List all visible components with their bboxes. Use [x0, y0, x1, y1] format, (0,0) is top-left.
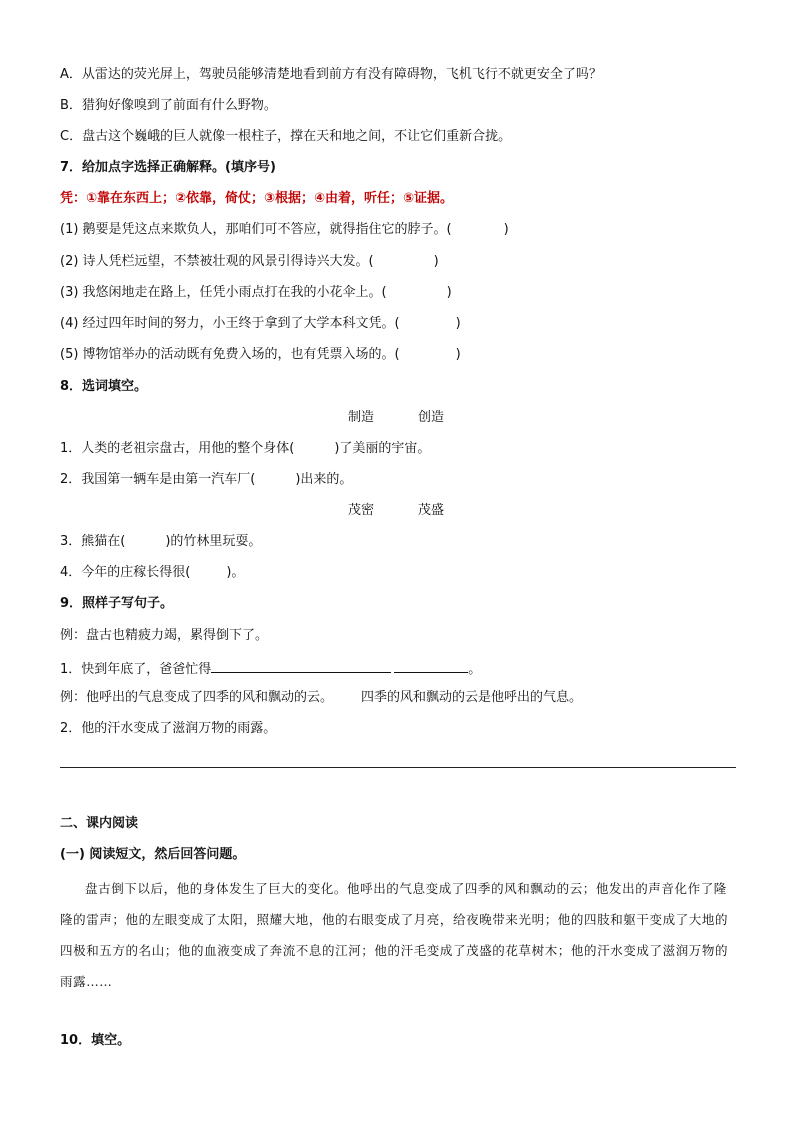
- q8-item-2: [60, 471, 352, 489]
- q7-item-4-text: (4) 经过四年时间的努力，小王终于拿到了大学本科文凭。(: [60, 316, 400, 331]
- q7-item-5-text: (5) 博物馆举办的活动既有免费入场的，也有凭票入场的。(: [60, 347, 400, 362]
- q7-item-1-close: ): [503, 222, 509, 237]
- q8-item-2-post: )出来的。: [295, 472, 353, 487]
- q8-item-1-pre: 1．人类的老祖宗盘古，用他的整个身体(: [60, 441, 295, 456]
- q8-item-3: [60, 533, 261, 551]
- q8-item-3-pre: 3．熊猫在(: [60, 534, 126, 549]
- q9-item-2: 2．他的汗水变成了滋润万物的雨露。: [60, 721, 277, 736]
- q7-item-4-close: ): [455, 316, 461, 331]
- section2-subtitle: (一) 阅读短文，然后回答问题。: [60, 847, 246, 862]
- q8-word-chuangzao: 创造: [418, 410, 445, 425]
- q8-item-4-pre: 4．今年的庄稼长得很(: [60, 565, 191, 580]
- q7-item-2-close: ): [433, 254, 439, 269]
- q10-title: 10．填空。: [60, 1033, 131, 1048]
- q9-example-2: [60, 689, 582, 707]
- q7-item-1: [60, 221, 509, 239]
- q7-item-1-text: (1) 鹅要是凭这点来欺负人，那咱们可不答应，就得指住它的脖子。(: [60, 222, 452, 237]
- answer-line: [60, 767, 736, 768]
- q8-item-1-post: )了美丽的宇宙。: [334, 441, 431, 456]
- q7-item-3: [60, 284, 452, 302]
- q9-item-1-blank-b[interactable]: [394, 658, 468, 673]
- q7-item-3-close: ): [446, 285, 452, 300]
- q8-item-4-post: )。: [226, 565, 245, 580]
- q9-example-1: 例：盘古也精疲力竭，累得倒下了。: [60, 628, 269, 643]
- q7-item-2-text: (2) 诗人凭栏远望，不禁被壮观的风景引得诗兴大发。(: [60, 254, 374, 269]
- q9-example-2-b: 四季的风和飘动的云是他呼出的气息。: [361, 690, 583, 705]
- q8-word-maomi: 茂密: [348, 503, 375, 518]
- q7-title: 7．给加点字选择正确解释。(填序号): [60, 160, 276, 175]
- q6-option-b: B．猎狗好像嗅到了前面有什么野物。: [60, 98, 277, 113]
- q8-item-3-post: )的竹林里玩耍。: [165, 534, 262, 549]
- section2-title: 二、课内阅读: [60, 816, 139, 831]
- q8-item-2-pre: 2．我国第一辆车是由第一汽车厂(: [60, 472, 256, 487]
- q8-title: 8．选词填空。: [60, 379, 148, 394]
- q9-title: 9．照样子写句子。: [60, 596, 174, 611]
- q8-word-zhizao: 制造: [348, 410, 375, 425]
- q7-item-3-text: (3) 我悠闲地走在路上，任凭小雨点打在我的小花伞上。(: [60, 285, 387, 300]
- q7-item-2: [60, 253, 439, 271]
- q8-item-1: [60, 440, 430, 458]
- q8-word-maosheng: 茂盛: [418, 503, 445, 518]
- q7-item-4: [60, 315, 461, 333]
- q9-item-1-post: 。: [468, 662, 482, 677]
- q6-option-a: A．从雷达的荧光屏上，驾驶员能够清楚地看到前方有没有障碍物，飞机飞行不就更安全了吗？: [60, 67, 602, 82]
- q8-item-4: [60, 564, 244, 582]
- q9-item-1-blank-a[interactable]: [211, 658, 391, 673]
- q7-item-5-close: ): [455, 347, 461, 362]
- q9-item-1: [60, 658, 481, 679]
- q7-definitions: 凭：①靠在东西上；②依靠，倚仗；③根据；④由着，听任；⑤证据。: [60, 191, 454, 206]
- q6-option-c: C．盘古这个巍峨的巨人就像一根柱子，撑在天和地之间，不让它们重新合拢。: [60, 129, 512, 144]
- q7-item-5: [60, 346, 461, 364]
- q9-example-2-a: 例：他呼出的气息变成了四季的风和飘动的云。: [60, 690, 334, 705]
- reading-passage: 盘古倒下以后，他的身体发生了巨大的变化。他呼出的气息变成了四季的风和飘动的云；他发出的声音化作了隆隆的雷声；他的左眼变成了太阳，照耀大地，他的右眼变成了月亮，给夜晚带来光明；他的四肢和躯干变成了大地的四极和五方的名山；他的血液变成了奔流不息的江河；他的汗毛变成了茂盛的花草树木；他的汗水变成了滋润万物的雨露……: [60, 881, 729, 989]
- q9-item-1-pre: 1．快到年底了，爸爸忙得: [60, 662, 212, 677]
